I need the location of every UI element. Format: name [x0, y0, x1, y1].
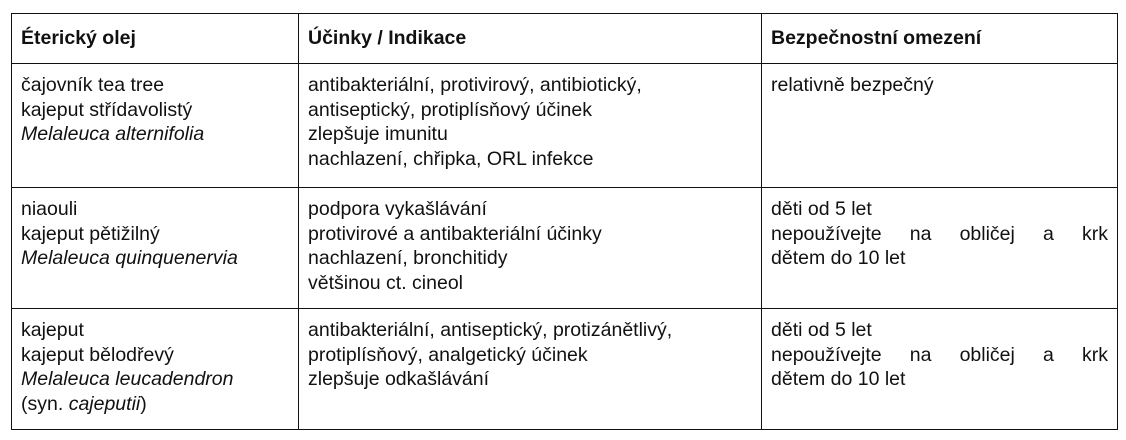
table-header-row	[12, 14, 1118, 64]
oil-latin-name: Melaleuca leucadendron	[21, 368, 234, 390]
safety-cell	[762, 309, 1118, 430]
effects-line: zlepšuje odkašlávání	[308, 368, 490, 390]
synonym-prefix: (syn.	[21, 392, 69, 415]
effects-line: zlepšuje imunitu	[308, 123, 448, 145]
essential-oils-table	[11, 13, 1118, 430]
safety-line: dětem do 10 let	[771, 247, 906, 269]
effects-line: protiplísňový, analgetický účinek	[308, 343, 588, 366]
oil-cell	[12, 309, 299, 430]
effects-cell	[299, 64, 762, 188]
safety-line: nepoužívejte na obličej a krk	[771, 222, 1108, 245]
safety-line: nepoužívejte na obličej a krk	[771, 343, 1108, 366]
oil-common-name: čajovník tea tree	[21, 74, 165, 96]
effects-cell	[299, 188, 762, 309]
safety-cell	[762, 188, 1118, 309]
oil-alt-name: kajeput pětižilný	[21, 222, 160, 245]
safety-cell	[762, 64, 1118, 188]
oil-latin-name: Melaleuca alternifolia	[21, 123, 205, 145]
effects-line: většinou ct. cineol	[308, 271, 464, 294]
table-row	[12, 309, 1118, 430]
effects-line: protivirové a antibakteriální účinky	[308, 222, 602, 245]
effects-cell	[299, 309, 762, 430]
safety-line: děti od 5 let	[771, 198, 872, 220]
oil-cell	[12, 64, 299, 188]
effects-line: antibakteriální, antiseptický, protizánětlivý,	[308, 319, 673, 341]
oil-common-name: kajeput	[21, 319, 84, 341]
synonym-suffix: )	[140, 392, 147, 415]
effects-line: nachlazení, chřipka, ORL infekce	[308, 147, 594, 170]
synonym-name: cajeputii	[68, 392, 141, 415]
effects-line: podpora vykašlávání	[308, 198, 487, 220]
safety-line: děti od 5 let	[771, 319, 872, 341]
effects-line: antibakteriální, protivirový, antibiotický,	[308, 74, 642, 96]
header-oil: Éterický olej	[12, 14, 299, 64]
header-effects: Účinky / Indikace	[299, 14, 762, 64]
effects-line: nachlazení, bronchitidy	[308, 247, 508, 269]
oil-alt-name: kajeput střídavolistý	[21, 98, 193, 121]
oil-latin-name: Melaleuca quinquenervia	[21, 247, 238, 269]
oil-synonym	[21, 392, 289, 417]
table-row	[12, 188, 1118, 309]
safety-line: relativně bezpečný	[771, 74, 934, 96]
oil-cell	[12, 188, 299, 309]
effects-line: antiseptický, protiplísňový účinek	[308, 98, 592, 121]
header-safety: Bezpečnostní omezení	[762, 14, 1118, 64]
oil-alt-name: kajeput bělodřevý	[21, 343, 174, 366]
safety-line: dětem do 10 let	[771, 368, 906, 390]
oil-common-name: niaouli	[21, 198, 78, 220]
table-row	[12, 64, 1118, 188]
